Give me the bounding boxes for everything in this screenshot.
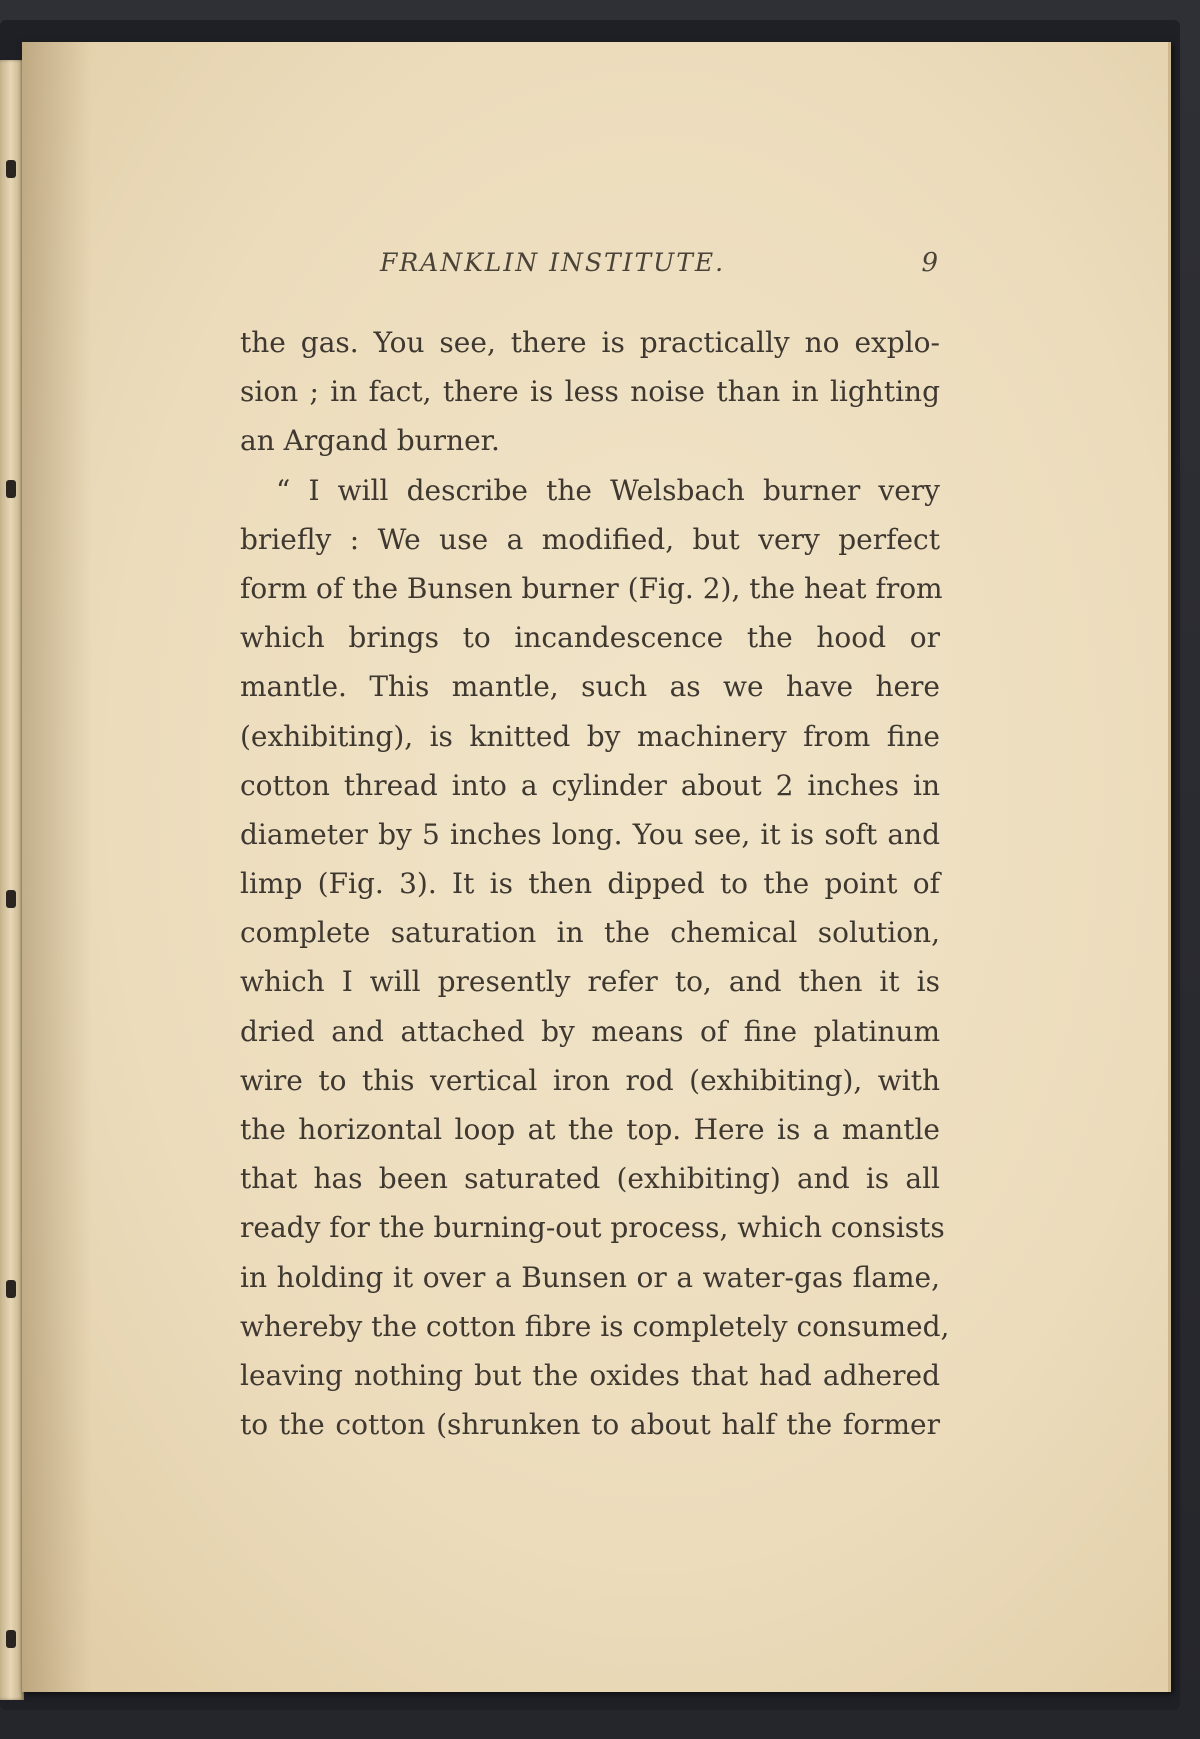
text-line: in holding it over a Bunsen or a water-gas flame, <box>240 1260 940 1294</box>
text-line: mantle. This mantle, such as we have here <box>240 670 940 704</box>
text-line: to the cotton (shrunken to about half the former <box>240 1408 940 1442</box>
text-line: ready for the burning-out process, which consists <box>240 1211 945 1245</box>
text-line: complete saturation in the chemical solution, <box>240 916 940 950</box>
text-line: whereby the cotton fibre is completely consumed, <box>240 1309 950 1343</box>
text-line: sion ; in fact, there is less noise than in lighting <box>240 375 940 409</box>
text-line: which I will presently refer to, and then it is <box>240 965 940 999</box>
binding-thread <box>6 890 16 908</box>
text-line: which brings to incandescence the hood or <box>240 621 940 655</box>
binding-thread <box>6 160 16 178</box>
text-line: limp (Fig. 3). It is then dipped to the point of <box>240 867 940 901</box>
text-line: (exhibiting), is knitted by machinery from fine <box>240 719 940 753</box>
text-line: the gas. You see, there is practically no explo- <box>240 326 940 359</box>
text-line: cotton thread into a cylinder about 2 inches in <box>240 768 940 802</box>
text-line: diameter by 5 inches long. You see, it is soft and <box>240 817 940 851</box>
binding-thread <box>6 480 16 498</box>
text-line: form of the Bunsen burner (Fig. 2), the heat from <box>240 571 943 605</box>
text-line: briefly : We use a modified, but very perfect <box>240 522 940 556</box>
text-line: dried and attached by means of fine platinum <box>240 1014 940 1048</box>
text-line: an Argand burner. <box>240 424 500 458</box>
text-line: leaving nothing but the oxides that had adhered <box>240 1358 940 1392</box>
gutter-shadow <box>22 42 92 1692</box>
page-header <box>380 248 940 284</box>
text-line: “ I will describe the Welsbach burner very <box>276 473 940 507</box>
text-line: that has been saturated (exhibiting) and is all <box>240 1162 940 1196</box>
page-number: 9 <box>921 248 940 278</box>
text-line: wire to this vertical iron rod (exhibiting), with <box>240 1063 940 1097</box>
running-title: FRANKLIN INSTITUTE. <box>380 248 726 277</box>
text-line: the horizontal loop at the top. Here is a mantle <box>240 1113 940 1146</box>
binding-thread <box>6 1630 16 1648</box>
binding-thread <box>6 1280 16 1298</box>
body-text <box>240 318 950 1449</box>
left-page-edge <box>0 60 24 1700</box>
